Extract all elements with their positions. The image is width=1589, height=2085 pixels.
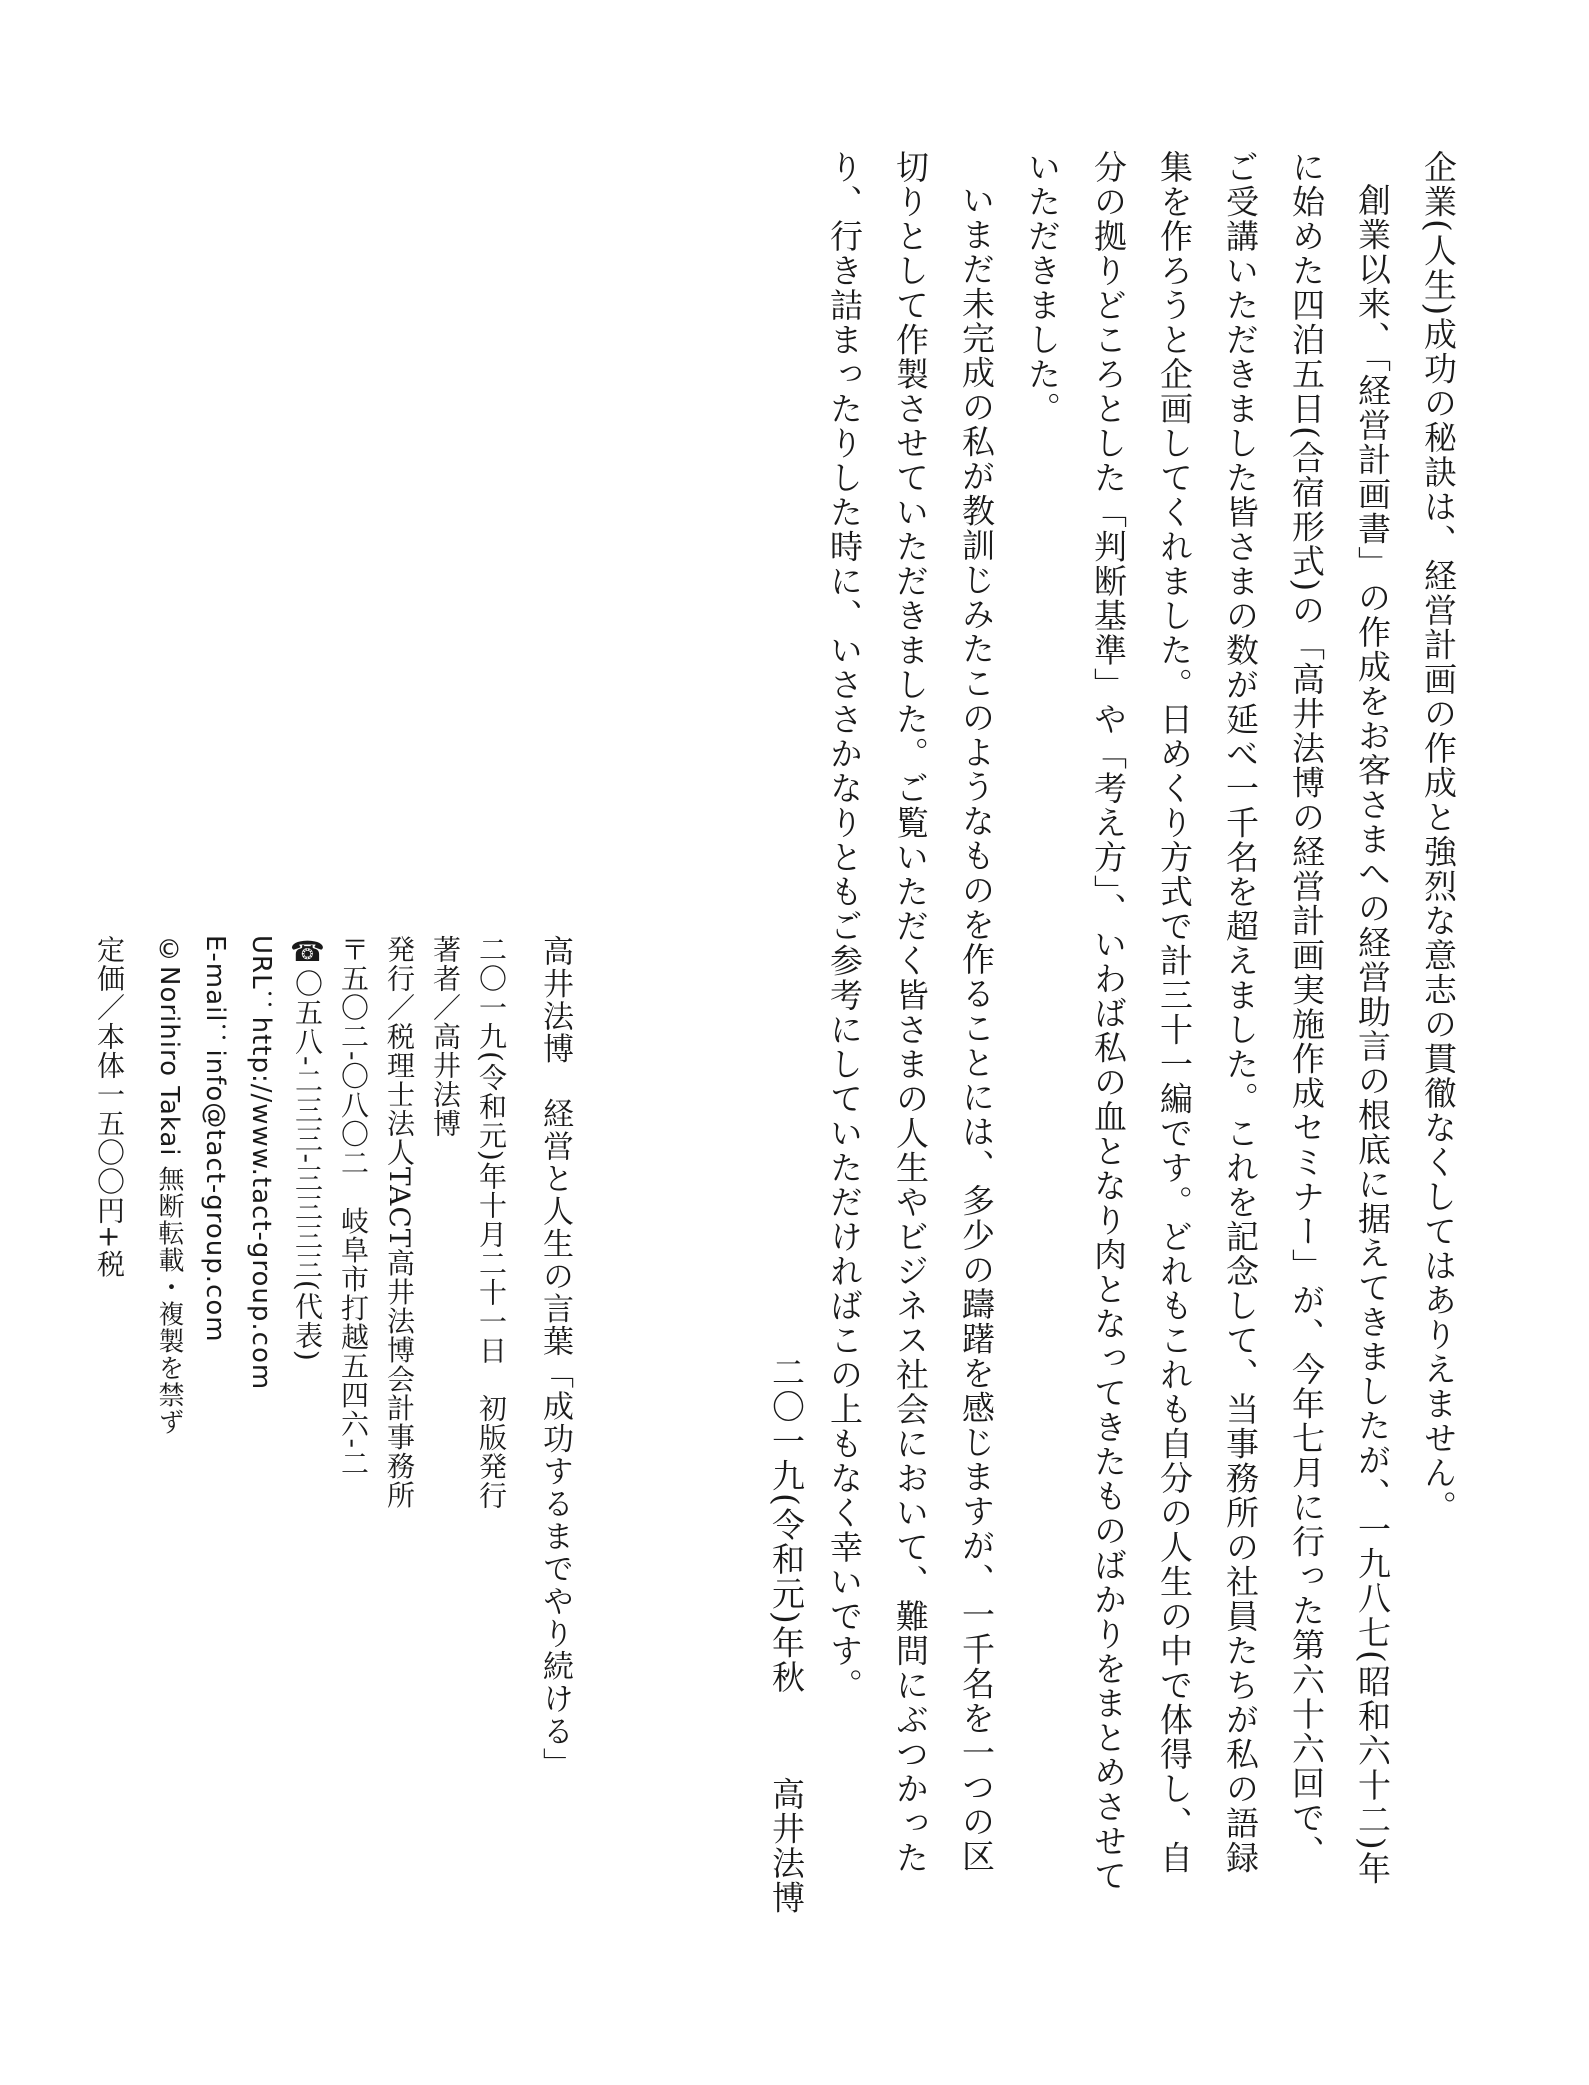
colophon-author: 著者／高井法博 [429,935,462,1138]
preface-paragraph-1: 企業(人生)成功の秘訣は、経営計画の作成と強烈な意志の貫徹なくしてはありえません。 [1419,150,1458,1525]
colophon-email: E-mail：info@tact-group.com [200,935,230,1343]
preface-paragraph-2: 創業以来、「経営計画書」の作成をお客さまへの経営助言の根底に据えてきましたが、一九八七(昭和六十二)年に始めた四泊五日(合宿形式)の「高井法博の経営計画実施作成セミナー」が、今年七月に行った第六十六回で、ご受講いただきました皆さまの数が延べ一千名を超えました。これを記念して、当事務所の社員たちが私の語録集を作ろうと企画してくれました。日めくり方式で計三十一編です。どれもこれも自分の人生の中で体得し、自分の拠りどころとした「判断基準」や「考え方」、いわば私の血となり肉となってきたものばかりをまとめさせていただきました。 [1023,150,1392,1893]
colophon-address: 〒五〇二-〇八〇二 岐阜市打越五四六-二 [337,935,370,1478]
telephone-icon: ☎ [291,935,324,969]
preface-date-signature [753,1355,819,1915]
preface-signature: 高井法博 [767,1777,806,1915]
colophon-edition: 二〇一九(令和元)年十月二十一日 初版発行 [475,935,508,1510]
preface-date: 二〇一九(令和元)年秋 [767,1355,806,1695]
colophon-url: URL：http://www.tact-group.com [246,935,276,1391]
preface-body [811,150,1471,1900]
colophon-phone-line [284,935,330,1935]
colophon-copyright: ©Norihiro Takai 無断転載・複製を禁ず [154,935,184,1436]
colophon-price: 定価／本体一五〇〇円+税 [93,935,126,1279]
colophon-phone: 〇五八-二三三-三三三三(代表) [291,969,324,1362]
colophon-publisher: 発行／税理士法人TACT高井法博会計事務所 [383,935,416,1510]
preface-paragraph-3: いまだ未完成の私が教訓じみたこのようなものを作ることには、多少の躊躇を感じますが、一千名を一つの区切りとして作製させていただきました。ご覧いただく皆さまの人生やビジネス社会において、難問にぶつかったり、行き詰まったりした時に、いささかなりともご参考にしていただければこの上もなく幸いです。 [825,150,996,1875]
colophon [86,935,578,1935]
colophon-title: 高井法博 経営と人生の言葉「成功するまでやり続ける」 [537,935,573,1780]
